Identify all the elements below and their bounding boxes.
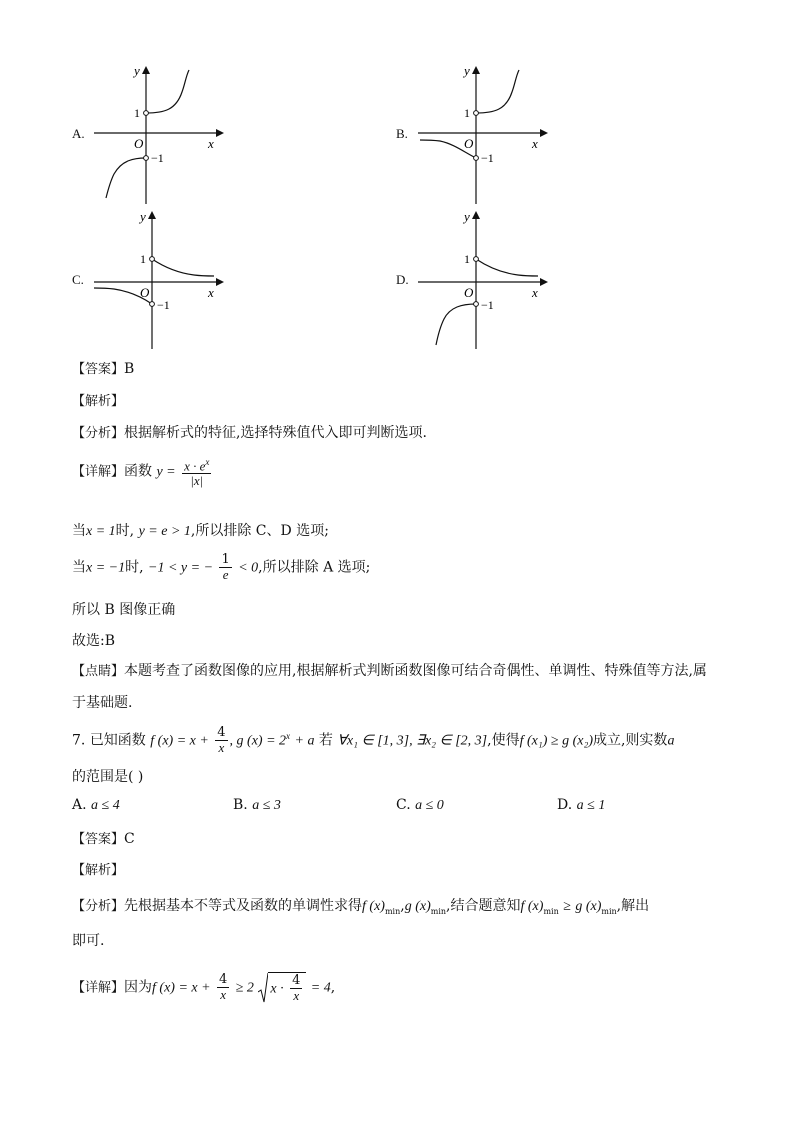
sqrt-icon (258, 972, 268, 1004)
q7-fx-num: 4 (217, 725, 226, 740)
graph-d-one-label: 1 (464, 252, 470, 266)
q7-choice-a (72, 797, 120, 814)
q6-case1-e: ,所以排除 C、D 选项; (190, 523, 329, 539)
q7-detail-f: f (x) = x + (152, 980, 211, 996)
q6-detail-num: x · e (184, 458, 206, 474)
graph-c-y-label: y (140, 209, 146, 224)
graph-c-neg-one-label: −1 (157, 298, 170, 312)
q7-choice-c-label: C. (396, 797, 411, 813)
q7-var-a: a (667, 733, 675, 749)
q7-fenxi-tag: 【分析】 (72, 899, 125, 914)
q7-detail-eq: = 4 (310, 980, 331, 996)
q7-detail-fraction (217, 973, 229, 1002)
q6-case2-b: x = −1 (86, 560, 126, 576)
q7-analysis-tag: 【解析】 (72, 863, 125, 878)
q7-fmin-2: f (x) (520, 899, 544, 914)
q7-fenxi-line-2: 即可. (72, 933, 105, 949)
graph-a-neg-one-label: −1 (151, 151, 164, 165)
q6-fenxi-tag: 【分析】 (72, 426, 125, 441)
q7-stem-b: 若 (318, 732, 333, 749)
q7-fenxi-c: ,解出 (616, 898, 650, 914)
q7-detail-line (72, 972, 335, 1003)
q7-detail-end: , (330, 979, 336, 996)
q7-gx: , g (x) = 2 (229, 733, 287, 749)
q7-answer-value: C (124, 831, 135, 847)
q6-answer-value: B (124, 361, 135, 377)
q7-gmin-2-sub: min (601, 906, 617, 916)
graph-d-origin-label: O (464, 285, 474, 300)
q6-detail-line (72, 455, 213, 488)
q6-case2-fraction (219, 553, 231, 582)
q6-case2-a: 当 (72, 559, 86, 576)
q7-cond1: ∀x₁ ∈ [1, 3], ∃x₂ ∈ [2, 3] (337, 733, 488, 749)
q7-stem-a: 已知函数 (89, 732, 146, 749)
graph-b-neg-one-label: −1 (481, 151, 494, 165)
q7-stem-line-1 (72, 726, 674, 755)
graph-a-one-label: 1 (134, 106, 140, 120)
q7-detail-den: x (220, 987, 227, 1002)
graph-b-y-label: y (464, 63, 470, 78)
q7-answer-line (72, 828, 135, 847)
q7-choice-c-text: a ≤ 0 (415, 798, 444, 813)
q7-answer-tag: 【答案】 (72, 832, 125, 847)
q7-choice-d-text: a ≤ 1 (576, 798, 606, 813)
q7-sqrt (258, 972, 306, 1003)
q6-case2-f: ,所以排除 A 选项; (258, 559, 371, 576)
q7-fmin-2-sub: min (543, 906, 559, 916)
q6-line-b: 所以 B 图像正确 (72, 602, 176, 618)
q7-gmin: g (x) (404, 899, 431, 914)
q6-case2-line (72, 553, 370, 582)
q7-choice-a-text: a ≤ 4 (91, 798, 120, 813)
q7-gmin-2: g (x) (575, 899, 602, 914)
option-d-label: D. (396, 272, 409, 287)
graph-d-y-label: y (464, 209, 470, 224)
q6-dianjing-line-2: 于基础题. (72, 695, 133, 711)
q7-fmin: f (x) (362, 899, 385, 914)
graph-a-y-label: y (134, 63, 140, 78)
q6-answer-line (72, 358, 134, 377)
q7-choice-d-label: D. (557, 797, 573, 813)
q6-case2-den: e (222, 567, 229, 582)
q6-detail-den: |x| (190, 473, 204, 489)
q7-fx-fraction (215, 726, 227, 755)
q7-detail-a: 因为 (124, 979, 153, 996)
q6-dianjing-tag: 【点睛】 (72, 664, 125, 679)
q6-detail-lhs: y = (156, 464, 176, 480)
q7-choice-b (233, 797, 281, 814)
graph-c-x-label: x (208, 285, 214, 300)
q7-fx: f (x) = x + (150, 733, 209, 749)
graph-a-x-label: x (208, 136, 214, 151)
q7-ineq: ≥ (563, 899, 571, 914)
graph-c (94, 207, 224, 349)
q6-case1-b: x = 1 (86, 524, 116, 539)
q7-fenxi-a: 先根据基本不等式及函数的单调性求得 (124, 898, 363, 914)
q6-case2-num: 1 (221, 552, 230, 567)
q6-case2-d: −1 < y = − (148, 560, 214, 576)
q7-detail-rad-a: x · (270, 981, 284, 997)
q6-line-pick: 故选:B (72, 633, 116, 649)
q7-choice-a-label: A. (72, 797, 87, 813)
q6-dianjing-line-1 (72, 660, 707, 680)
q6-fenxi-line (72, 422, 427, 442)
q7-choice-b-text: a ≤ 3 (252, 798, 281, 813)
q7-stem-d: 成立,则实数 (592, 732, 668, 749)
q6-analysis-tag: 【解析】 (72, 394, 125, 409)
q6-case2-e: < 0 (238, 560, 259, 576)
q7-fenxi-line (72, 895, 649, 916)
q7-gmin-sub: min (430, 906, 447, 916)
q7-number: 7. (72, 732, 86, 749)
q7-choice-c (396, 797, 444, 814)
q6-detail-prefix: 函数 (124, 463, 153, 480)
q7-gx-sup: x (286, 730, 291, 741)
q6-detail-fraction (182, 455, 211, 488)
q6-detail-tag: 【详解】 (72, 464, 125, 480)
option-c-label: C. (72, 272, 84, 287)
q7-detail-tag: 【详解】 (72, 980, 125, 996)
q7-gx-tail: + a (294, 733, 315, 749)
q7-sep: , (400, 898, 405, 914)
q7-choice-b-label: B. (233, 797, 248, 813)
graph-b-one-label: 1 (464, 106, 470, 120)
graph-c-origin-label: O (140, 285, 150, 300)
q7-stem-c: ,使得 (487, 732, 520, 749)
option-b-label: B. (396, 126, 408, 141)
option-a-label: A. (72, 126, 85, 141)
q7-fmin-sub: min (384, 906, 401, 916)
q7-fenxi-b: ,结合题意知 (446, 898, 521, 914)
graph-b-origin-label: O (464, 136, 474, 151)
q6-case2-c: 时, (125, 559, 144, 576)
graph-a-origin-label: O (134, 136, 144, 151)
q6-fenxi-text: 根据解析式的特征,选择特殊值代入即可判断选项. (124, 425, 427, 441)
graph-a (94, 62, 224, 204)
q6-analysis-line (72, 390, 124, 409)
q6-case1-line (72, 520, 329, 540)
q6-case1-d: y = e > 1 (138, 524, 191, 539)
q7-fx-den: x (218, 740, 225, 755)
graph-c-one-label: 1 (140, 252, 146, 266)
q7-cond2: f (x₁) ≥ g (x₂) (519, 733, 593, 749)
q6-case1-a: 当 (72, 523, 86, 539)
q7-analysis-line (72, 859, 124, 878)
q7-detail-ge: ≥ 2 (235, 980, 254, 996)
q7-detail-num: 4 (219, 972, 228, 987)
graph-d-x-label: x (532, 285, 538, 300)
q7-choice-d (557, 797, 605, 814)
q6-case1-c: 时, (115, 523, 135, 539)
q7-detail-rad-den: x (293, 988, 300, 1003)
graph-d (418, 207, 548, 349)
graph-b (418, 62, 548, 204)
q6-answer-tag: 【答案】 (72, 362, 125, 377)
graph-d-neg-one-label: −1 (481, 298, 494, 312)
q7-stem-line-2: 的范围是( ) (72, 769, 144, 785)
q6-dianjing-text-1: 本题考查了函数图像的应用,根据解析式判断函数图像可结合奇偶性、单调性、特殊值等方法,属 (124, 663, 707, 679)
q6-detail-num-sup: x (205, 457, 210, 467)
q7-detail-rad-num: 4 (292, 973, 301, 988)
q7-detail-rad-fraction (290, 974, 302, 1003)
graph-b-x-label: x (532, 136, 538, 151)
